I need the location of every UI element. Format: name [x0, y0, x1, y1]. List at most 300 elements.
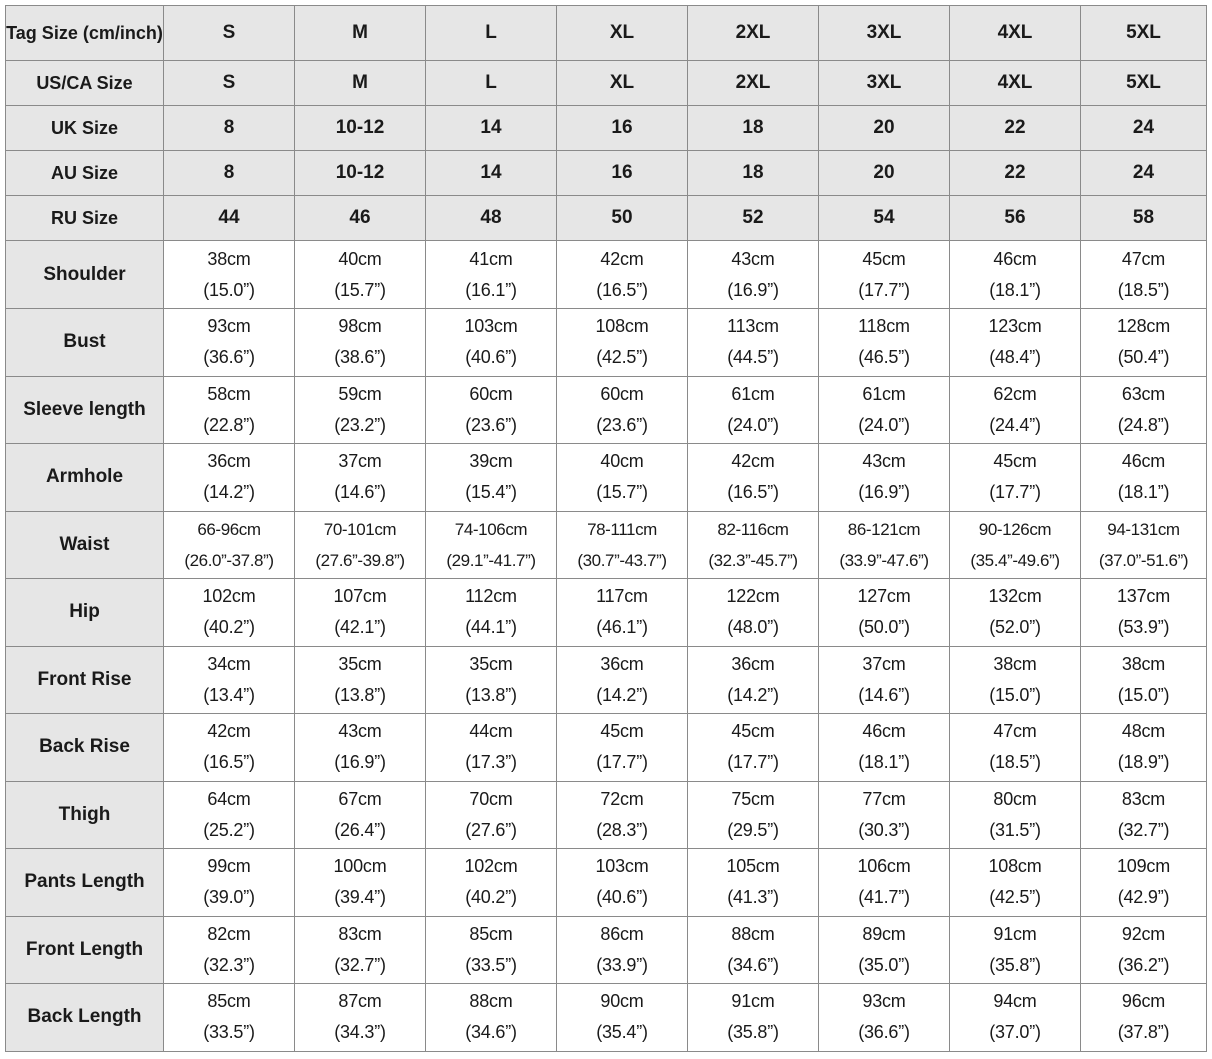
inch-value: (27.6”-39.8”) [315, 550, 405, 570]
row-label: RU Size [6, 196, 164, 241]
cm-value: 39cm [469, 451, 513, 472]
cm-value: 83cm [1121, 788, 1166, 809]
size-cell: 20 [819, 106, 950, 151]
inch-value: (16.5”) [727, 482, 779, 503]
inch-value: (24.4”) [989, 414, 1041, 435]
cm-value: 86cm [600, 923, 644, 944]
measurement-cell [164, 781, 295, 849]
inch-value: (16.5”) [203, 752, 255, 773]
cm-value: 45cm [862, 248, 906, 269]
measurement-row [6, 309, 1207, 377]
cm-value: 36cm [731, 653, 775, 674]
inch-value: (18.1”) [858, 752, 910, 773]
size-cell: M [295, 61, 426, 106]
measurement-cell [1081, 579, 1207, 647]
size-cell: 58 [1081, 196, 1207, 241]
row-label: AU Size [6, 151, 164, 196]
cm-value: 106cm [857, 856, 911, 877]
size-chart-body [6, 6, 1207, 1052]
inch-value: (30.7”-43.7”) [577, 550, 667, 570]
measurement-label: Armhole [6, 444, 164, 512]
inch-value: (44.5”) [727, 347, 779, 368]
inch-value: (32.3”) [203, 954, 255, 975]
inch-value: (29.1”-41.7”) [446, 550, 536, 570]
measurement-cell [819, 511, 950, 579]
size-cell: 3XL [819, 61, 950, 106]
measurement-cell [950, 511, 1081, 579]
size-cell: 5XL [1081, 61, 1207, 106]
cm-value: 59cm [338, 383, 382, 404]
size-cell: 4XL [950, 61, 1081, 106]
row-label: UK Size [6, 106, 164, 151]
inch-value: (13.8”) [334, 684, 386, 705]
measurement-cell [1081, 916, 1207, 984]
cm-value: 72cm [600, 788, 644, 809]
size-conversion-row [6, 61, 1207, 106]
measurement-cell [688, 579, 819, 647]
inch-value: (18.5”) [1117, 279, 1170, 300]
cm-value: 46cm [862, 721, 906, 742]
inch-value: (16.1”) [465, 279, 517, 300]
size-cell: 54 [819, 196, 950, 241]
size-cell: 14 [426, 106, 557, 151]
size-cell: 18 [688, 151, 819, 196]
cm-value: 91cm [731, 991, 775, 1012]
size-cell: 14 [426, 151, 557, 196]
inch-value: (24.0”) [727, 414, 779, 435]
measurement-cell [819, 579, 950, 647]
inch-value: (14.6”) [858, 684, 910, 705]
cm-value: 78-111cm [587, 519, 657, 539]
inch-value: (35.8”) [989, 954, 1041, 975]
inch-value: (32.3”-45.7”) [708, 550, 798, 570]
inch-value: (27.6”) [465, 819, 517, 840]
inch-value: (16.9”) [727, 279, 779, 300]
inch-value: (15.7”) [334, 279, 386, 300]
inch-value: (32.7”) [1117, 819, 1170, 840]
measurement-cell [688, 646, 819, 714]
cm-value: 45cm [731, 721, 775, 742]
cm-value: 70-101cm [323, 519, 397, 539]
measurement-label: Pants Length [6, 849, 164, 917]
measurement-label: Thigh [6, 781, 164, 849]
measurement-cell [557, 241, 688, 309]
measurement-cell [819, 849, 950, 917]
size-cell: 4XL [950, 6, 1081, 61]
measurement-cell [688, 309, 819, 377]
measurement-label: Front Rise [6, 646, 164, 714]
inch-value: (23.6”) [465, 414, 517, 435]
cm-value: 38cm [993, 653, 1037, 674]
cm-value: 47cm [1121, 248, 1166, 269]
inch-value: (33.5”) [465, 954, 517, 975]
measurement-cell [164, 916, 295, 984]
measurement-row [6, 916, 1207, 984]
cm-value: 93cm [207, 316, 251, 337]
size-cell: 5XL [1081, 6, 1207, 61]
cm-value: 43cm [862, 451, 906, 472]
inch-value: (50.4”) [1117, 347, 1170, 368]
size-cell: 3XL [819, 6, 950, 61]
measurement-row [6, 984, 1207, 1052]
measurement-cell [164, 376, 295, 444]
inch-value: (15.4”) [465, 482, 517, 503]
measurement-cell [950, 916, 1081, 984]
cm-value: 88cm [469, 991, 513, 1012]
inch-value: (44.1”) [465, 617, 517, 638]
cm-value: 86-121cm [847, 519, 921, 539]
measurement-row [6, 511, 1207, 579]
inch-value: (50.0”) [858, 617, 910, 638]
cm-value: 66-96cm [197, 519, 261, 539]
inch-value: (37.0”) [989, 1022, 1041, 1043]
cm-value: 36cm [207, 451, 251, 472]
size-cell: 56 [950, 196, 1081, 241]
size-cell: 10-12 [295, 106, 426, 151]
inch-value: (48.4”) [989, 347, 1041, 368]
measurement-cell [950, 984, 1081, 1052]
inch-value: (13.8”) [465, 684, 517, 705]
cm-value: 107cm [333, 586, 387, 607]
cm-value: 63cm [1121, 383, 1166, 404]
measurement-cell [426, 984, 557, 1052]
measurement-cell [295, 781, 426, 849]
measurement-row [6, 646, 1207, 714]
inch-value: (30.3”) [858, 819, 910, 840]
cm-value: 42cm [731, 451, 775, 472]
cm-value: 47cm [993, 721, 1037, 742]
measurement-cell [688, 916, 819, 984]
measurement-cell [819, 241, 950, 309]
inch-value: (42.9”) [1117, 887, 1170, 908]
measurement-cell [1081, 781, 1207, 849]
inch-value: (38.6”) [334, 347, 386, 368]
inch-value: (36.6”) [858, 1022, 910, 1043]
cm-value: 102cm [202, 586, 256, 607]
inch-value: (37.0”-51.6”) [1098, 550, 1189, 570]
measurement-cell [819, 646, 950, 714]
size-conversion-row [6, 106, 1207, 151]
measurement-label: Shoulder [6, 241, 164, 309]
measurement-cell [819, 781, 950, 849]
size-cell: 8 [164, 106, 295, 151]
inch-value: (36.2”) [1117, 954, 1170, 975]
measurement-cell [426, 714, 557, 782]
inch-value: (26.0”-37.8”) [184, 550, 274, 570]
cm-value: 118cm [858, 316, 910, 337]
inch-value: (17.7”) [989, 482, 1041, 503]
inch-value: (25.2”) [203, 819, 255, 840]
inch-value: (24.0”) [858, 414, 910, 435]
measurement-cell [819, 444, 950, 512]
inch-value: (33.9”-47.6”) [839, 550, 929, 570]
measurement-cell [688, 376, 819, 444]
cm-value: 46cm [993, 248, 1037, 269]
inch-value: (32.7”) [334, 954, 386, 975]
cm-value: 74-106cm [454, 519, 528, 539]
size-cell: S [164, 6, 295, 61]
cm-value: 41cm [469, 248, 513, 269]
inch-value: (15.0”) [1117, 684, 1170, 705]
measurement-cell [688, 849, 819, 917]
measurement-cell [557, 714, 688, 782]
cm-value: 77cm [862, 788, 906, 809]
inch-value: (37.8”) [1117, 1022, 1170, 1043]
size-conversion-row [6, 6, 1207, 61]
measurement-cell [950, 781, 1081, 849]
measurement-row [6, 579, 1207, 647]
measurement-cell [295, 916, 426, 984]
cm-value: 64cm [207, 788, 251, 809]
cm-value: 127cm [857, 586, 911, 607]
cm-value: 45cm [600, 721, 644, 742]
measurement-cell [426, 444, 557, 512]
cm-value: 42cm [207, 721, 251, 742]
cm-value: 45cm [993, 451, 1037, 472]
inch-value: (14.2”) [203, 482, 255, 503]
measurement-cell [557, 309, 688, 377]
size-cell: 10-12 [295, 151, 426, 196]
inch-value: (42.5”) [989, 887, 1041, 908]
cm-value: 35cm [338, 653, 382, 674]
size-conversion-row [6, 196, 1207, 241]
inch-value: (14.6”) [334, 482, 386, 503]
inch-value: (14.2”) [727, 684, 779, 705]
cm-value: 67cm [338, 788, 382, 809]
cm-value: 60cm [469, 383, 513, 404]
cm-value: 61cm [862, 383, 906, 404]
measurement-label: Front Length [6, 916, 164, 984]
cm-value: 100cm [333, 856, 387, 877]
inch-value: (34.6”) [465, 1022, 517, 1043]
inch-value: (39.0”) [203, 887, 255, 908]
size-cell: 50 [557, 196, 688, 241]
cm-value: 70cm [469, 788, 513, 809]
measurement-cell [950, 444, 1081, 512]
measurement-cell [688, 781, 819, 849]
size-cell: 2XL [688, 61, 819, 106]
cm-value: 37cm [862, 653, 906, 674]
inch-value: (42.1”) [334, 617, 386, 638]
inch-value: (33.9”) [596, 954, 648, 975]
measurement-cell [557, 511, 688, 579]
measurement-cell [164, 579, 295, 647]
measurement-cell [426, 916, 557, 984]
size-chart-table [5, 5, 1207, 1052]
measurement-cell [164, 714, 295, 782]
measurement-cell [950, 849, 1081, 917]
inch-value: (16.5”) [596, 279, 648, 300]
inch-value: (40.2”) [465, 887, 517, 908]
cm-value: 103cm [464, 316, 518, 337]
cm-value: 34cm [207, 653, 251, 674]
measurement-label: Hip [6, 579, 164, 647]
cm-value: 132cm [988, 586, 1042, 607]
measurement-cell [295, 579, 426, 647]
size-cell: S [164, 61, 295, 106]
cm-value: 60cm [600, 383, 644, 404]
measurement-label: Waist [6, 511, 164, 579]
size-cell: 22 [950, 106, 1081, 151]
cm-value: 44cm [469, 721, 513, 742]
cm-value: 94cm [993, 991, 1037, 1012]
measurement-cell [950, 714, 1081, 782]
size-cell: 2XL [688, 6, 819, 61]
inch-value: (15.7”) [596, 482, 648, 503]
measurement-cell [1081, 376, 1207, 444]
cm-value: 85cm [207, 991, 251, 1012]
inch-value: (26.4”) [334, 819, 386, 840]
size-cell: XL [557, 6, 688, 61]
inch-value: (28.3”) [596, 819, 648, 840]
measurement-cell [295, 714, 426, 782]
measurement-cell [557, 376, 688, 444]
inch-value: (18.9”) [1117, 752, 1170, 773]
cm-value: 108cm [595, 316, 649, 337]
cm-value: 75cm [731, 788, 775, 809]
measurement-cell [819, 309, 950, 377]
cm-value: 96cm [1121, 991, 1166, 1012]
size-cell: XL [557, 61, 688, 106]
size-cell: 24 [1081, 106, 1207, 151]
inch-value: (17.7”) [596, 752, 648, 773]
measurement-cell [295, 849, 426, 917]
measurement-cell [164, 984, 295, 1052]
size-cell: 52 [688, 196, 819, 241]
inch-value: (23.6”) [596, 414, 648, 435]
size-cell: 16 [557, 151, 688, 196]
inch-value: (41.7”) [858, 887, 910, 908]
measurement-cell [295, 241, 426, 309]
inch-value: (18.5”) [989, 752, 1041, 773]
measurement-cell [1081, 444, 1207, 512]
measurement-cell [557, 579, 688, 647]
inch-value: (16.9”) [858, 482, 910, 503]
cm-value: 37cm [338, 451, 382, 472]
cm-value: 82cm [207, 923, 251, 944]
size-cell: L [426, 61, 557, 106]
inch-value: (18.1”) [1117, 482, 1170, 503]
cm-value: 87cm [338, 991, 382, 1012]
row-label: Tag Size (cm/inch) [6, 6, 164, 61]
size-conversion-row [6, 151, 1207, 196]
cm-value: 91cm [993, 923, 1037, 944]
measurement-cell [1081, 309, 1207, 377]
cm-value: 43cm [338, 721, 382, 742]
measurement-cell [1081, 714, 1207, 782]
cm-value: 89cm [862, 923, 906, 944]
measurement-cell [164, 241, 295, 309]
measurement-cell [688, 984, 819, 1052]
size-cell: 16 [557, 106, 688, 151]
measurement-cell [426, 849, 557, 917]
cm-value: 38cm [207, 248, 251, 269]
measurement-cell [557, 916, 688, 984]
inch-value: (13.4”) [203, 684, 255, 705]
measurement-row [6, 444, 1207, 512]
cm-value: 82-116cm [717, 519, 789, 539]
inch-value: (31.5”) [989, 819, 1041, 840]
size-cell: 8 [164, 151, 295, 196]
measurement-cell [950, 579, 1081, 647]
inch-value: (35.0”) [858, 954, 910, 975]
measurement-cell [819, 984, 950, 1052]
cm-value: 46cm [1121, 451, 1166, 472]
size-cell: 18 [688, 106, 819, 151]
cm-value: 103cm [595, 856, 649, 877]
measurement-cell [1081, 984, 1207, 1052]
measurement-row [6, 849, 1207, 917]
inch-value: (42.5”) [596, 347, 648, 368]
inch-value: (53.9”) [1117, 617, 1170, 638]
cm-value: 90cm [600, 991, 644, 1012]
cm-value: 62cm [993, 383, 1037, 404]
cm-value: 117cm [596, 586, 648, 607]
inch-value: (33.5”) [203, 1022, 255, 1043]
measurement-row [6, 376, 1207, 444]
cm-value: 99cm [207, 856, 251, 877]
size-cell: 44 [164, 196, 295, 241]
measurement-cell [295, 444, 426, 512]
measurement-cell [164, 646, 295, 714]
measurement-row [6, 241, 1207, 309]
cm-value: 40cm [338, 248, 382, 269]
measurement-cell [1081, 849, 1207, 917]
inch-value: (15.0”) [203, 279, 255, 300]
measurement-cell [164, 849, 295, 917]
inch-value: (40.2”) [203, 617, 255, 638]
measurement-cell [688, 511, 819, 579]
measurement-label: Sleeve length [6, 376, 164, 444]
inch-value: (22.8”) [203, 414, 255, 435]
measurement-label: Back Rise [6, 714, 164, 782]
cm-value: 108cm [988, 856, 1042, 877]
inch-value: (35.8”) [727, 1022, 779, 1043]
inch-value: (35.4”) [596, 1022, 648, 1043]
row-label: US/CA Size [6, 61, 164, 106]
measurement-row [6, 781, 1207, 849]
size-cell: 46 [295, 196, 426, 241]
measurement-label: Bust [6, 309, 164, 377]
inch-value: (46.5”) [858, 347, 910, 368]
measurement-cell [1081, 241, 1207, 309]
size-cell: 48 [426, 196, 557, 241]
cm-value: 123cm [988, 316, 1042, 337]
size-cell: M [295, 6, 426, 61]
measurement-cell [426, 781, 557, 849]
measurement-cell [295, 511, 426, 579]
measurement-cell [426, 241, 557, 309]
cm-value: 93cm [862, 991, 906, 1012]
inch-value: (29.5”) [727, 819, 779, 840]
size-cell: 24 [1081, 151, 1207, 196]
measurement-cell [1081, 511, 1207, 579]
cm-value: 137cm [1116, 586, 1171, 607]
measurement-cell [557, 984, 688, 1052]
cm-value: 98cm [338, 316, 382, 337]
inch-value: (17.7”) [727, 752, 779, 773]
inch-value: (14.2”) [596, 684, 648, 705]
measurement-cell [164, 309, 295, 377]
inch-value: (40.6”) [465, 347, 517, 368]
inch-value: (48.0”) [727, 617, 779, 638]
size-cell: L [426, 6, 557, 61]
cm-value: 122cm [726, 586, 780, 607]
measurement-cell [164, 511, 295, 579]
measurement-label: Back Length [6, 984, 164, 1052]
cm-value: 94-131cm [1107, 519, 1180, 539]
measurement-cell [819, 376, 950, 444]
